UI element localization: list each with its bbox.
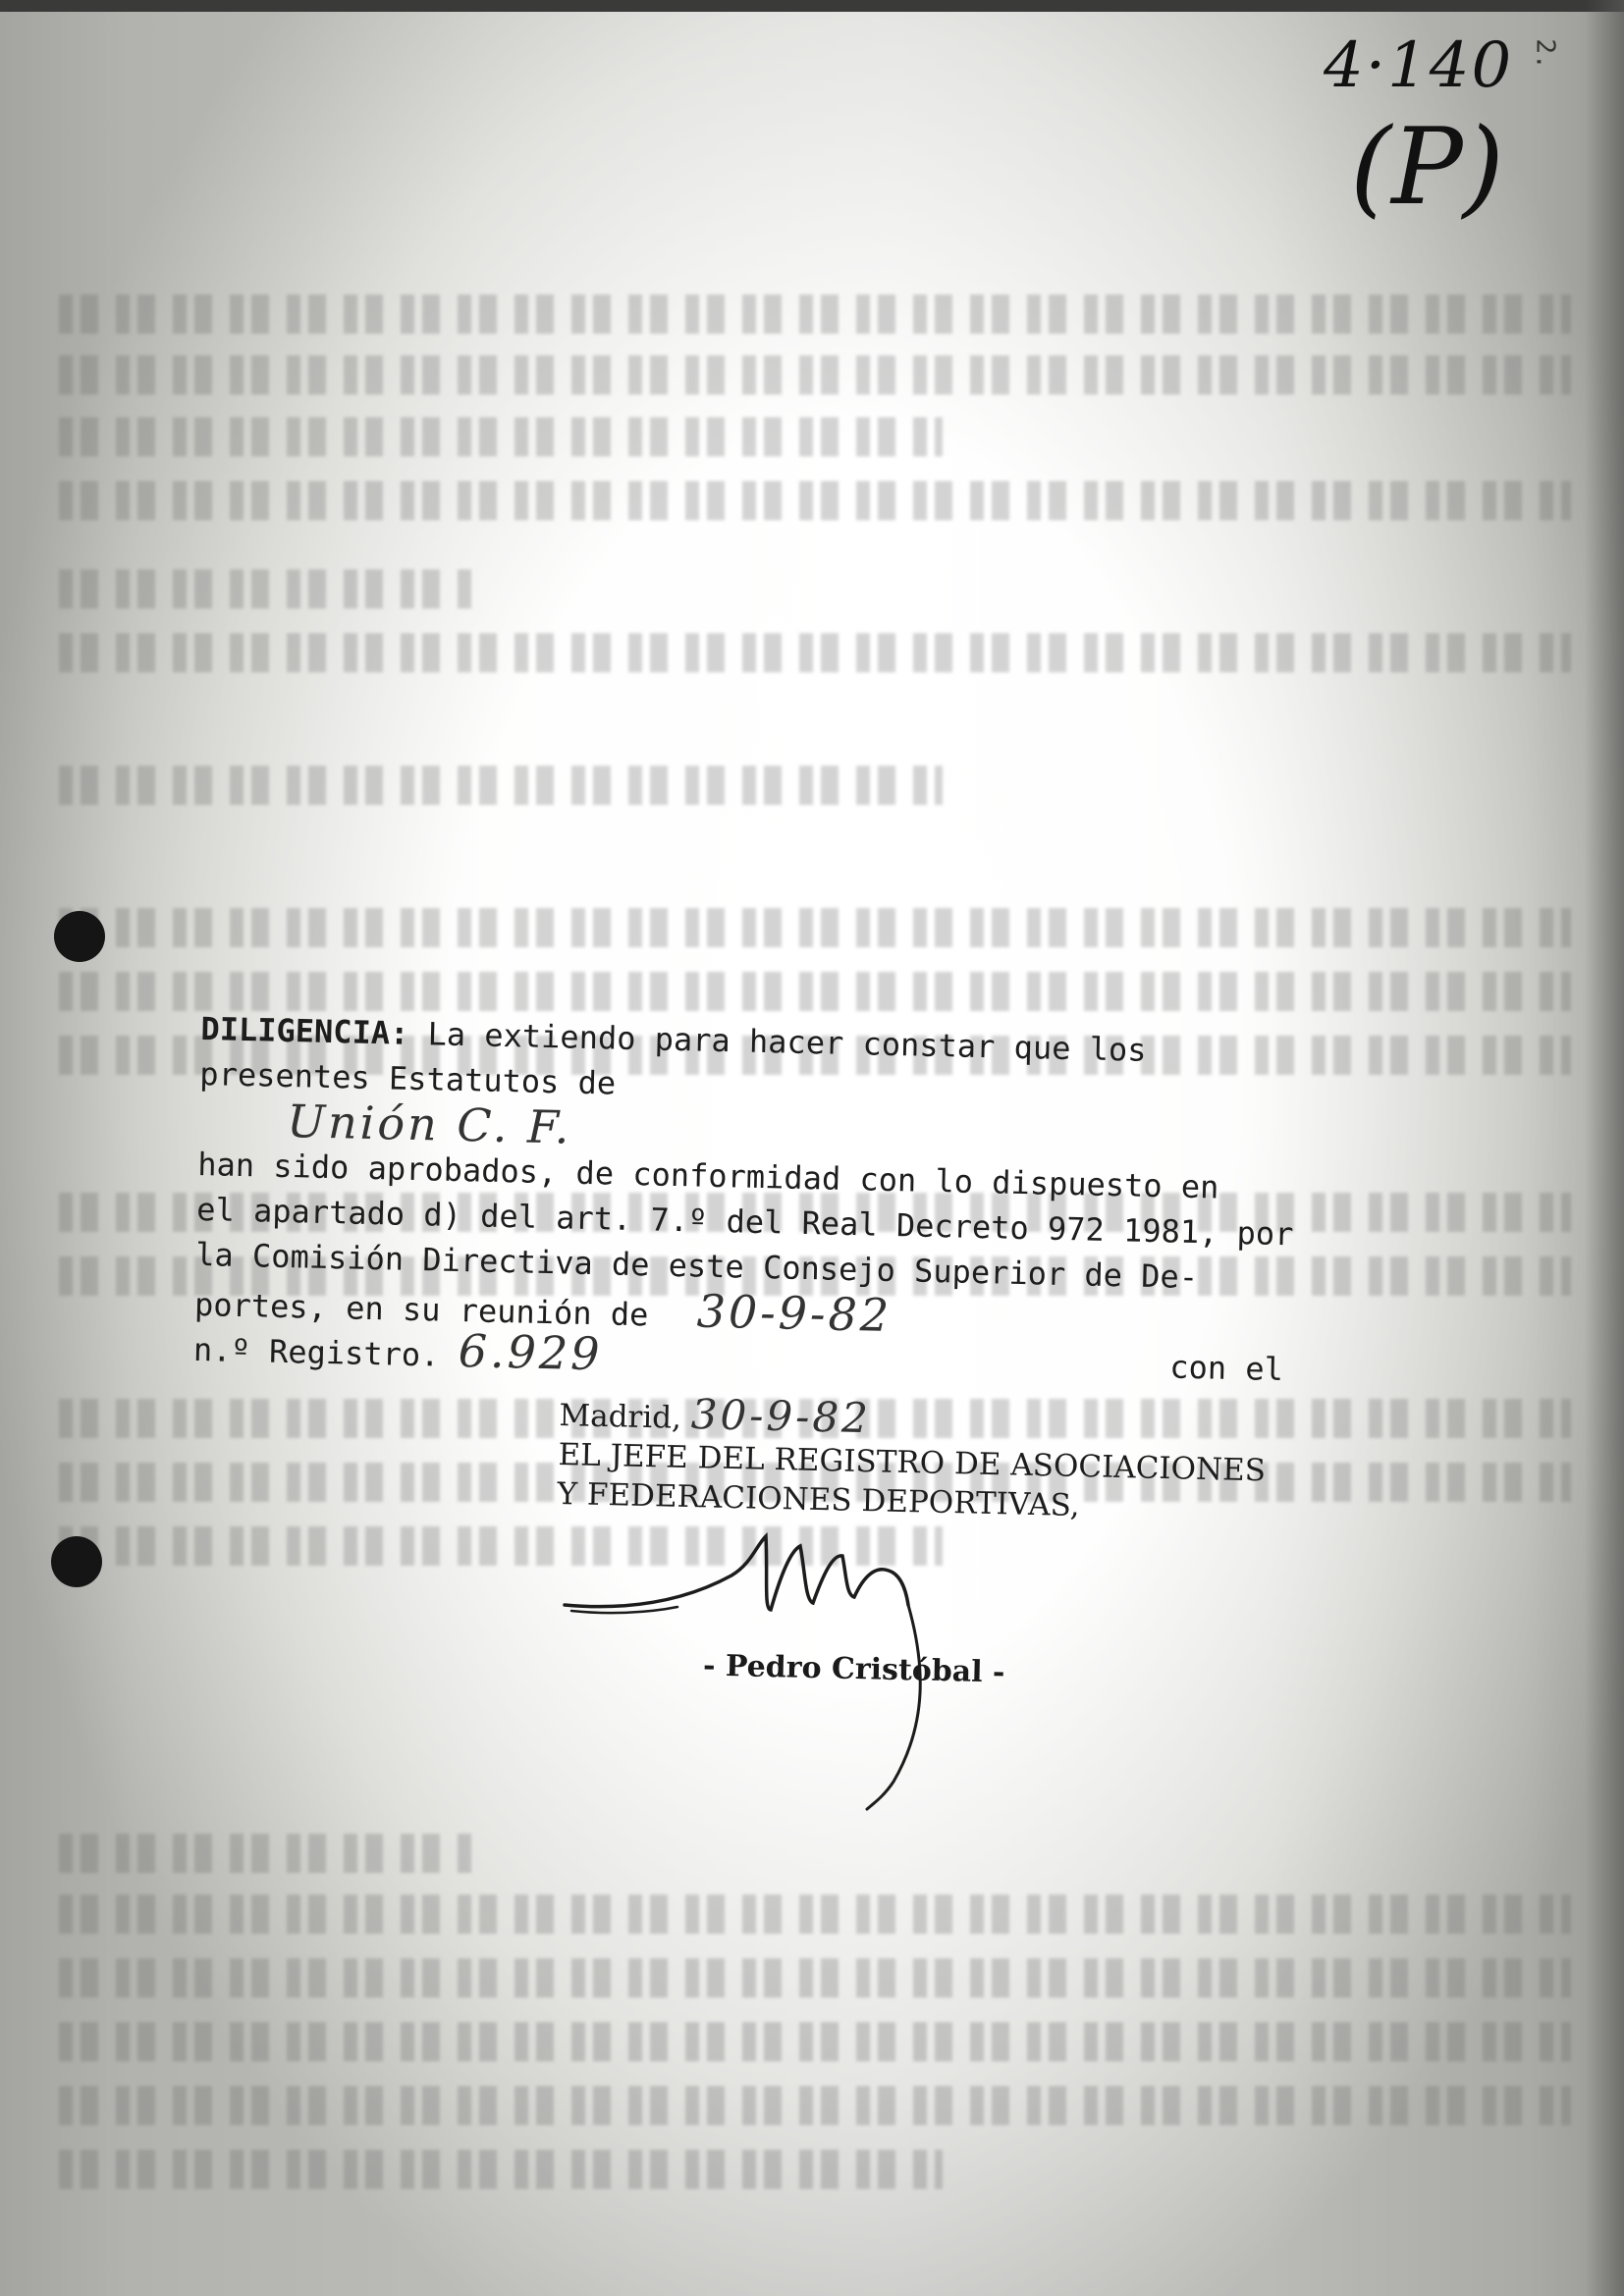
bleed-through-line [59, 1834, 471, 1873]
stamp-text: con el [1168, 1348, 1284, 1389]
bleed-through-line [59, 1958, 1571, 1998]
official-title-line-1: EL JEFE DEL REGISTRO DE ASOCIACIONES [558, 1436, 1267, 1489]
reference-number: 4·140 [1324, 29, 1514, 102]
corner-digit: 2. [1530, 38, 1560, 70]
scan-top-border [0, 0, 1624, 12]
bleed-through-line [59, 2150, 943, 2189]
bleed-through-line [59, 1895, 1571, 1934]
punch-hole [54, 911, 105, 962]
bleed-through-line [59, 2086, 1571, 2125]
stamp-text: presentes Estatutos de [199, 1054, 617, 1102]
stamp-text: el apartado d) del art. 7.º del Real Decreto 972 1981, por [195, 1190, 1294, 1254]
bleed-through-line [59, 355, 1571, 395]
meeting-date-handwritten: 30-9-82 [696, 1284, 893, 1343]
bleed-through-line [59, 417, 943, 456]
diligencia-stamp [192, 1006, 1294, 1392]
club-name-handwritten: Unión C. F. [286, 1095, 573, 1154]
bleed-through-line [59, 633, 1571, 672]
stamp-text: han sido aprobados, de conformidad con lo dispuesto en [196, 1145, 1219, 1206]
reference-mark: (P) [1350, 106, 1504, 229]
bleed-through-line [59, 2022, 1571, 2061]
official-title-line-2: Y FEDERACIONES DEPORTIVAS, [557, 1475, 1080, 1524]
stamp-text: portes, en su reunión de [193, 1285, 649, 1334]
diligencia-label: DILIGENCIA: [200, 1009, 409, 1052]
signature-date-handwritten: 30-9-82 [690, 1390, 872, 1443]
signature-block [557, 1392, 1267, 1529]
stamp-text: La extiendo para hacer constar que los [427, 1015, 1147, 1069]
punch-hole [51, 1536, 102, 1587]
bleed-through-line [59, 972, 1571, 1011]
bleed-through-line [59, 481, 1571, 520]
bleed-through-line [59, 908, 1571, 947]
scan-right-shadow [1585, 0, 1624, 2296]
stamp-text: n.º Registro. [192, 1330, 440, 1374]
registry-number-handwritten: 6.929 [458, 1324, 604, 1381]
bleed-through-line [59, 294, 1571, 334]
stamp-text: la Comisión Directiva de este Consejo Superior de De- [194, 1235, 1199, 1297]
place: Madrid, [559, 1397, 682, 1436]
signer-name: - Pedro Cristóbal - [702, 1648, 1005, 1690]
bleed-through-line [59, 766, 943, 805]
bleed-through-line [59, 569, 471, 609]
